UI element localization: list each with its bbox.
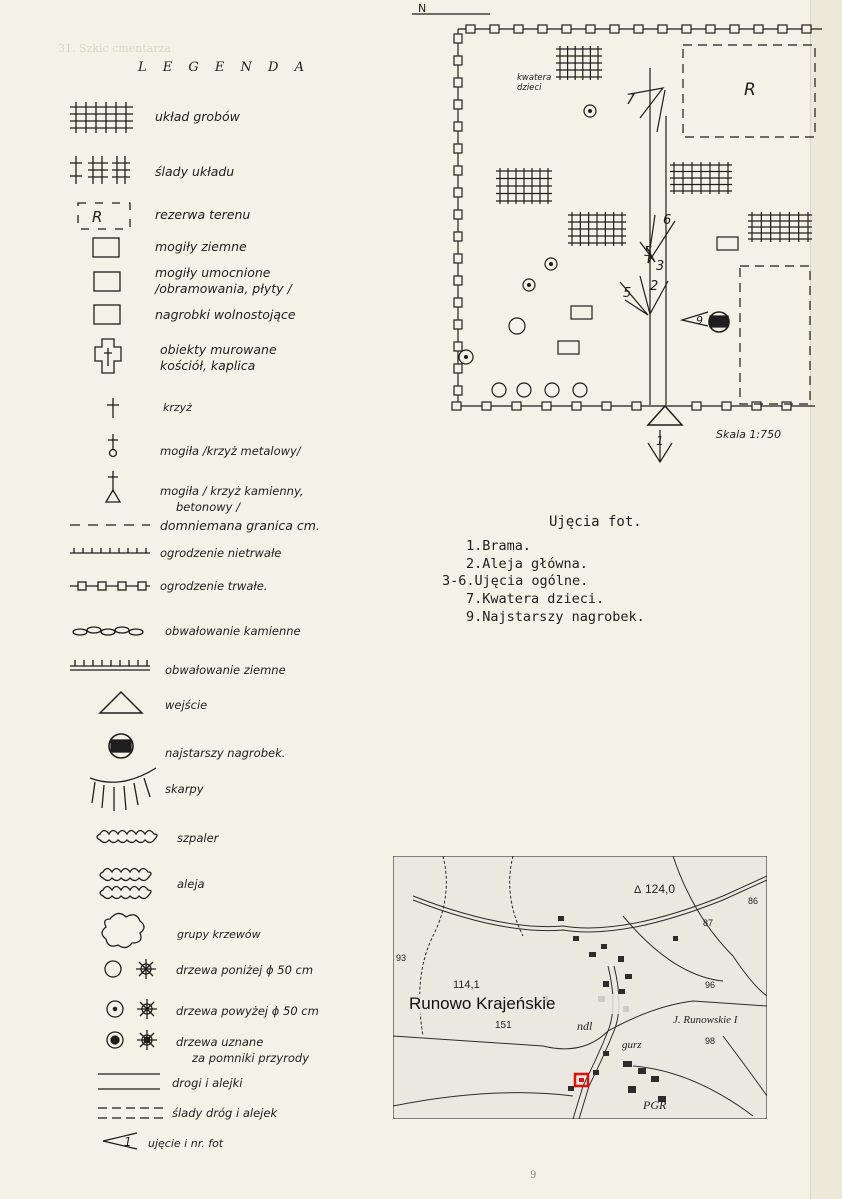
fence-post: [454, 342, 462, 351]
reserve-label: R: [744, 80, 756, 100]
map-elevation-124: 124,0: [645, 882, 676, 896]
shot-label-5b: 5: [623, 286, 632, 301]
legend-label-reserve: rezerwa terenu: [155, 207, 251, 222]
legend-label-reinforced-graves-2: /obramowania, płyty /: [155, 281, 292, 296]
fence-post: [782, 402, 791, 410]
grave-grid: [496, 168, 552, 204]
fence-post: [454, 78, 462, 87]
legend-label-headstones: nagrobki wolnostojące: [155, 307, 296, 322]
legend-label-trees-monument-2: za pomniki przyrody: [192, 1051, 310, 1065]
legend-label-entrance: wejście: [165, 698, 208, 712]
legend-label-trees-large: drzewa powyżej ϕ 50 cm: [176, 1004, 319, 1018]
fence-post: [778, 25, 787, 33]
shot-label-2: 2: [650, 279, 659, 294]
legend-label-roads: drogi i alejki: [172, 1076, 243, 1090]
grave-grid: [748, 212, 812, 242]
legend-label-trees-monument: drzewa uznane: [176, 1035, 264, 1049]
legend-label-presumed-border: domniemana granica cm.: [160, 518, 320, 533]
legend-label-road-traces: ślady dróg i alejek: [172, 1106, 278, 1120]
map-label-151: 151: [495, 1020, 512, 1031]
fence-post: [754, 25, 763, 33]
map-elevation-114: 114,1: [453, 979, 480, 991]
map-label-86: 86: [748, 896, 759, 906]
fence-post: [454, 210, 462, 219]
legend-label-grave-metal-cross: mogiła /krzyż metalowy/: [160, 444, 301, 458]
grave-rect: [558, 341, 579, 354]
shot-label-9: 9: [696, 314, 703, 327]
legend-label-cross: krzyż: [163, 401, 192, 414]
fence-post: [454, 166, 462, 175]
legend-label-trees-small: drzewa poniżej ϕ 50 cm: [176, 963, 314, 977]
grave-grid: [556, 46, 602, 80]
map-label-87: 87: [703, 918, 714, 928]
legend-label-reinforced-graves: mogiły umocnione: [155, 265, 271, 280]
legend-label-alley: aleja: [177, 877, 205, 891]
fence-post: [454, 320, 462, 329]
legend-label-grave-stone-cross-2: betonowy /: [176, 500, 240, 514]
fence-post: [562, 25, 571, 33]
tree-small: [573, 383, 587, 397]
photo-item: 7.Kwatera dzieci.: [466, 591, 605, 607]
map-town-name: Runowo Krajeńskie: [409, 994, 556, 1013]
fence-post: [452, 402, 461, 410]
map-label-96: 96: [705, 980, 716, 990]
plan-fence-posts: [452, 25, 811, 410]
fence-post: [454, 386, 462, 395]
map-label-98: 98: [705, 1036, 716, 1046]
fence-post: [454, 34, 462, 43]
fence-post: [602, 402, 611, 410]
legend-label-photo-shot: ujęcie i nr. fot: [148, 1137, 224, 1150]
north-mark: N: [418, 2, 427, 15]
map-label-ndl: ndl: [577, 1019, 593, 1033]
reserve-box-bottom: [740, 266, 810, 404]
fence-post: [730, 25, 739, 33]
legend-label-oldest: najstarszy nagrobek.: [165, 746, 286, 760]
shot-label-6: 6: [663, 213, 672, 228]
tree-small: [517, 383, 531, 397]
photo-item: 1.Brama.: [466, 538, 532, 554]
fence-post: [706, 25, 715, 33]
legend-label-grave-stone-cross: mogiła / krzyż kamienny,: [160, 484, 304, 498]
fence-post: [752, 402, 761, 410]
reserve-symbol-letter: R: [92, 208, 103, 226]
photos-title: Ujęcia fot.: [549, 514, 642, 530]
kids-section-label-2: dzieci: [517, 83, 542, 93]
fence-post: [514, 25, 523, 33]
plan-scale: Skala 1:750: [716, 428, 782, 441]
map-label-j-runowskie: J. Runowskie I: [673, 1014, 738, 1026]
fence-post: [538, 25, 547, 33]
legend-label-brick-objects: obiekty murowane: [160, 342, 277, 357]
fence-post: [586, 25, 595, 33]
fence-post: [572, 402, 581, 410]
map-label-gurz: gurz: [622, 1039, 642, 1051]
page-number: 9: [530, 1170, 537, 1181]
photo-item: 2.Aleja główna.: [466, 556, 588, 572]
fence-post: [682, 25, 691, 33]
location-map: [393, 856, 767, 1119]
fence-post: [454, 188, 462, 197]
fence-post: [610, 25, 619, 33]
legend-label-slopes: skarpy: [165, 782, 204, 796]
shot-label-1: 1: [656, 434, 664, 448]
legend-label-brick-objects-2: kościół, kaplica: [160, 358, 256, 373]
tree-small: [509, 318, 525, 334]
grave-rect: [717, 237, 738, 250]
fence-post: [658, 25, 667, 33]
fence-post: [692, 402, 701, 410]
fence-post: [454, 254, 462, 263]
legend-label-espalier: szpaler: [177, 831, 219, 845]
fence-post: [512, 402, 521, 410]
map-label-93: 93: [396, 953, 407, 963]
shot-7-arrow: [630, 88, 663, 118]
fence-post: [454, 364, 462, 373]
shot-label-5a: 5: [644, 245, 653, 260]
fence-post: [454, 56, 462, 65]
photo-item: 3-6.Ujęcia ogólne.: [442, 573, 589, 589]
legend-label-stone-bank: obwałowanie kamienne: [165, 624, 301, 638]
map-label-pgr: PGR: [643, 1098, 667, 1112]
grave-rect: [571, 306, 592, 319]
grave-grid: [568, 212, 626, 246]
shot-9-arrow: [682, 312, 708, 326]
svg-text:Δ: Δ: [634, 884, 642, 896]
grave-grid: [670, 162, 732, 194]
plan-entrance: [648, 406, 682, 425]
fence-post: [454, 144, 462, 153]
legend-label-shrubs: grupy krzewów: [177, 928, 261, 941]
shot-label-7: 7: [626, 92, 635, 108]
photo-shot-symbol-number: 1: [124, 1135, 132, 1149]
legend-label-temp-fence: ogrodzenie nietrwałe: [160, 546, 282, 560]
shot-label-3: 3: [656, 259, 665, 274]
fence-post: [454, 276, 462, 285]
fence-post: [722, 402, 731, 410]
tree-small: [492, 383, 506, 397]
fence-post: [466, 25, 475, 33]
faded-header: 31. Szkic cmentarza: [58, 42, 171, 55]
legend-label-perm-fence: ogrodzenie trwałe.: [160, 579, 268, 593]
fence-post: [632, 402, 641, 410]
fence-post: [490, 25, 499, 33]
fence-post: [454, 100, 462, 109]
legend-label-earth-graves: mogiły ziemne: [155, 239, 247, 254]
kids-section-label: kwatera: [517, 73, 552, 83]
legend-label-graves: układ grobów: [155, 109, 240, 124]
tree-small: [545, 383, 559, 397]
photo-item: 9.Najstarszy nagrobek.: [466, 609, 645, 625]
legend-label-traces: ślady układu: [155, 164, 235, 179]
fence-post: [542, 402, 551, 410]
legend-title: L E G E N D A: [138, 60, 310, 75]
fence-post: [634, 25, 643, 33]
legend-label-earth-bank: obwałowanie ziemne: [165, 663, 286, 677]
fence-post: [454, 232, 462, 241]
fence-post: [454, 298, 462, 307]
fence-post: [802, 25, 811, 33]
fence-post: [482, 402, 491, 410]
fence-post: [454, 122, 462, 131]
